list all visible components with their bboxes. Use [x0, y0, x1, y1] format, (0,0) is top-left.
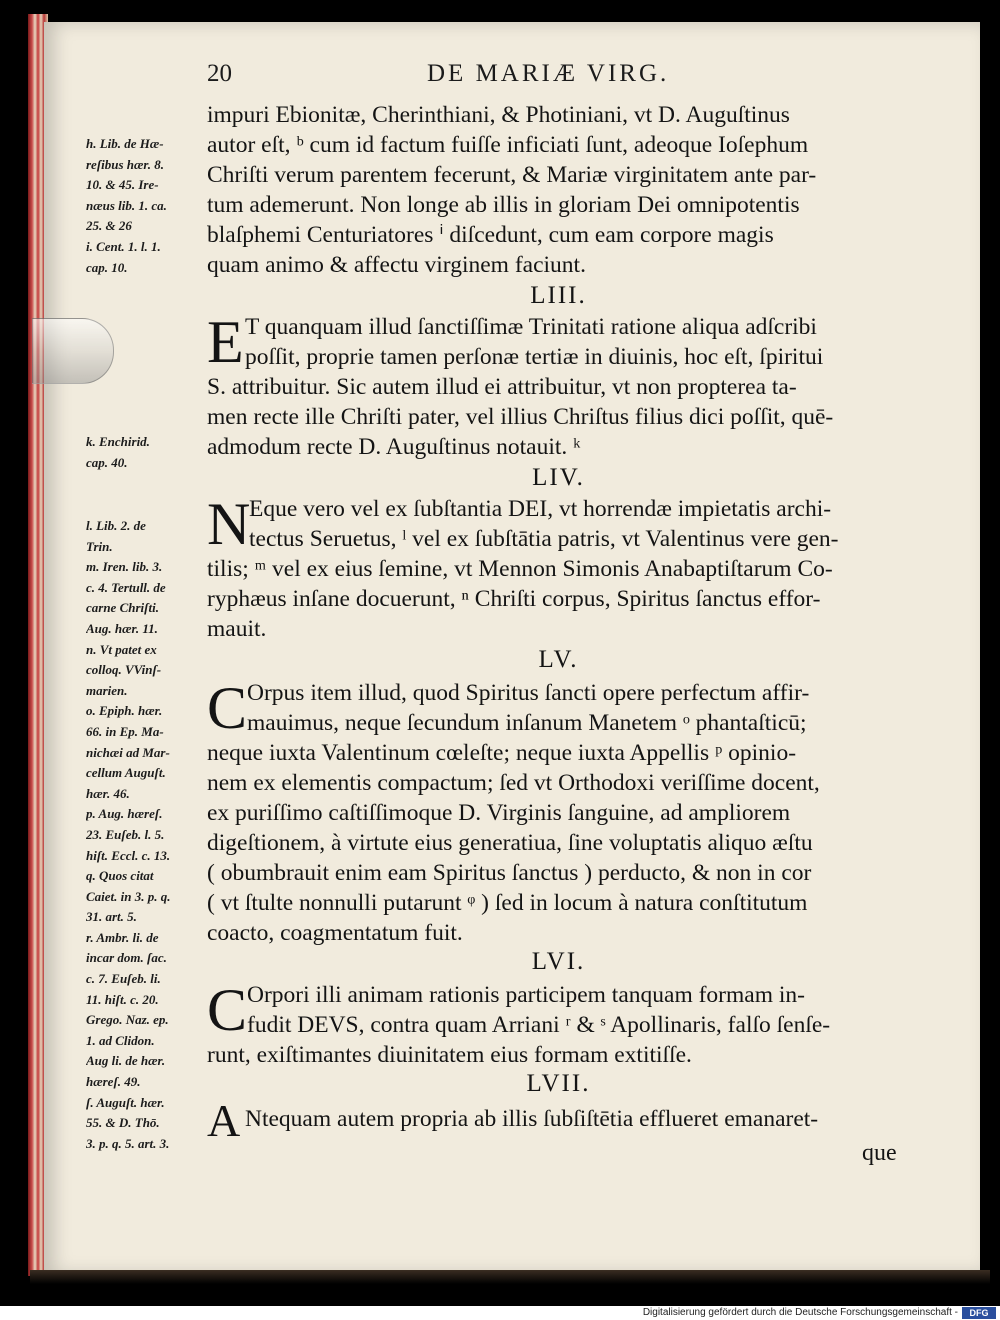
text-line: nem ex elementis compactum; ſed vt Orthodoxi veriſſime docent,: [207, 770, 820, 796]
text-line: runt, exiſtimantes diuinitatem eius formam extitiſſe.: [207, 1042, 692, 1068]
catchword: que: [862, 1140, 897, 1166]
text-line: ( obumbrauit enim eam Spiritus ſanctus ) perducto, & non in cor: [207, 860, 812, 886]
margin-note-line: Grego. Naz. ep.: [86, 1012, 169, 1028]
margin-note-line: 3. p. q. 5. art. 3.: [86, 1135, 170, 1151]
margin-note-group-1: [86, 134, 208, 278]
dropcap-c: C: [207, 675, 248, 741]
text-line: ex puriſſimo caſtiſſimoque D. Virginis ſanguine, ad ampliorem: [207, 800, 791, 826]
margin-note-line: Trin.: [86, 538, 113, 554]
margin-note-line: h. Lib. de Hæ-: [86, 136, 164, 151]
margin-note-line: 66. in Ep. Ma-: [86, 723, 164, 739]
page-clip: [32, 318, 114, 384]
margin-note-line: cap. 40.: [86, 454, 128, 470]
text-line: tilis; ᵐ vel ex eius ſemine, vt Mennon Simonis Anabaptiſtarum Co-: [207, 556, 833, 582]
margin-note-line: cellum Auguſt.: [86, 765, 166, 781]
margin-note-line: Caiet. in 3. p. q.: [86, 888, 171, 904]
text-line: Ntequam autem propria ab illis ſubſiſtētia efflueret emanaret-: [245, 1106, 819, 1132]
text-line: mauit.: [207, 616, 267, 642]
section-number-lvii: LVII.: [526, 1070, 591, 1097]
margin-note-line: Aug. hær. 11.: [86, 620, 158, 636]
dropcap-n: N: [207, 491, 251, 557]
margin-note-line: o. Epiph. hær.: [86, 703, 163, 719]
text-line: neque iuxta Valentinum cœleſte; neque iuxta Appellis ᵖ opinio-: [207, 740, 797, 766]
section-number-liii: LIII.: [530, 282, 587, 309]
text-line: S. attribuitur. Sic autem illud ei attribuitur, vt non propterea ta-: [207, 374, 797, 400]
margin-note-line: 55. & D. Thō.: [86, 1115, 160, 1131]
section-lvii-text: [207, 1104, 910, 1134]
text-line: Orpus item illud, quod Spiritus ſancti opere perfectum affir-: [247, 680, 810, 706]
footer-text: Digitalisierung gefördert durch die Deutsche Forschungsgemeinschaft -: [642, 1307, 958, 1318]
margin-note-line: q. Quos citat: [86, 868, 154, 884]
section-liv-text: [207, 491, 910, 644]
text-line: tum ademerunt. Non longe ab illis in gloriam Dei omnipotentis: [207, 192, 800, 218]
margin-note-line: m. Iren. lib. 3.: [86, 559, 163, 575]
text-line: tectus Seruetus, ˡ vel ex ſubſtātia patris, vt Valentinus vere gen-: [249, 526, 839, 552]
margin-note-line: ſ. Auguſt. hær.: [86, 1094, 165, 1110]
text-line: digeſtionem, à virtute eius generatiua, ſine voluptatis aliquo æſtu: [207, 830, 813, 856]
section-number-lv: LV.: [538, 646, 579, 673]
text-line: fudit DEVS, contra quam Arriani ʳ & ˢ Apollinaris, falſo ſenſe-: [247, 1012, 831, 1038]
dfg-logo: DFG: [962, 1307, 996, 1319]
margin-note-line: colloq. VVinſ-: [86, 662, 162, 678]
text-line: poſſit, proprie tamen perſonæ tertiæ in diuinis, hoc eſt, ſpiritui: [245, 344, 824, 370]
margin-note-line: hæreſ. 49.: [86, 1074, 141, 1090]
text-line: mauimus, neque ſecundum inſanum Manetem ᵒ phantaſticū;: [247, 710, 807, 736]
section-number-lvi: LVI.: [531, 948, 586, 975]
margin-note-line: n. Vt patet ex: [86, 641, 157, 657]
margin-note-line: marien.: [86, 682, 128, 698]
section-lvi-text: [207, 977, 910, 1070]
text-line: Eque vero vel ex ſubſtantia DEI, vt horrendæ impietatis archi-: [249, 496, 832, 522]
intro-paragraph: [207, 100, 910, 280]
section-lv-text: [207, 675, 910, 948]
dropcap-e: E: [207, 309, 244, 375]
margin-note-line: 23. Euſeb. l. 5.: [86, 826, 165, 842]
page-number: 20: [207, 60, 232, 87]
digitization-footer: [0, 1306, 1000, 1320]
text-line: men recte ille Chriſti pater, vel illius Chriſtus filius dici poſſit, quē-: [207, 404, 834, 430]
text-line: Chriſti verum parentem fecerunt, & Mariæ virginitatem ante par-: [207, 162, 817, 188]
margin-note-line: i. Cent. 1. l. 1.: [86, 238, 161, 254]
text-line: autor eſt, ᵇ cum id factum fuiſſe inficiati ſunt, adeoque Ioſephum: [207, 132, 809, 158]
text-line: ( vt ſtulte nonnulli putarunt ᵠ ) ſed in locum à natura conſtitutum: [207, 890, 808, 916]
text-line: coacto, coagmentatum fuit.: [207, 920, 463, 946]
margin-note-line: 25. & 26: [86, 218, 132, 234]
margin-note-line: hiſt. Eccl. c. 13.: [86, 847, 171, 863]
margin-note-line: nichæi ad Mar-: [86, 744, 170, 760]
dropcap-a: A: [207, 1095, 241, 1146]
margin-note-line: hær. 46.: [86, 785, 130, 801]
margin-note-line: carne Chriſti.: [86, 600, 159, 616]
running-title: DE MARIÆ VIRG.: [427, 60, 670, 87]
section-liii-text: [207, 309, 910, 462]
text-line: ryphæus inſane docuerunt, ⁿ Chriſti corpus, Spiritus ſanctus effor-: [207, 586, 821, 612]
page-bottom-shadow: [30, 1270, 990, 1284]
text-line: Orpori illi animam rationis participem tanquam formam in-: [247, 982, 805, 1008]
dropcap-c-2: C: [207, 977, 248, 1043]
margin-note-group-2: [86, 432, 208, 473]
margin-note-group-3: [86, 516, 208, 1154]
margin-note-line: Aug li. de hær.: [86, 1053, 166, 1069]
margin-note-line: næus lib. 1. ca.: [86, 197, 167, 213]
margin-note-line: 11. hiſt. c. 20.: [86, 991, 159, 1007]
margin-note-line: c. 4. Tertull. de: [86, 579, 166, 595]
text-line: impuri Ebionitæ, Cherinthiani, & Photiniani, vt D. Auguſtinus: [207, 102, 790, 128]
text-line: quam animo & affectu virginem faciunt.: [207, 252, 586, 278]
text-line: blaſphemi Centuriatores ⁱ diſcedunt, cum eam corpore magis: [207, 222, 774, 248]
margin-note-line: 10. & 45. Ire-: [86, 177, 159, 193]
margin-note-line: k. Enchirid.: [86, 434, 150, 449]
margin-note-line: cap. 10.: [86, 259, 128, 275]
section-number-liv: LIV.: [532, 464, 585, 491]
margin-note-line: l. Lib. 2. de: [86, 518, 146, 533]
margin-note-line: c. 7. Euſeb. li.: [86, 971, 161, 987]
margin-note-line: incar dom. ſac.: [86, 950, 167, 966]
margin-note-line: r. Ambr. li. de: [86, 929, 159, 945]
margin-note-line: p. Aug. hæreſ.: [86, 806, 163, 822]
text-line: admodum recte D. Auguſtinus notauit. ᵏ: [207, 434, 581, 460]
page-header: [207, 60, 907, 94]
margin-note-line: 31. art. 5.: [86, 909, 137, 925]
text-line: T quanquam illud ſanctiſſimæ Trinitati ratione aliqua adſcribi: [245, 314, 817, 340]
margin-note-line: 1. ad Clidon.: [86, 1032, 155, 1048]
margin-note-line: reſibus hær. 8.: [86, 156, 165, 172]
